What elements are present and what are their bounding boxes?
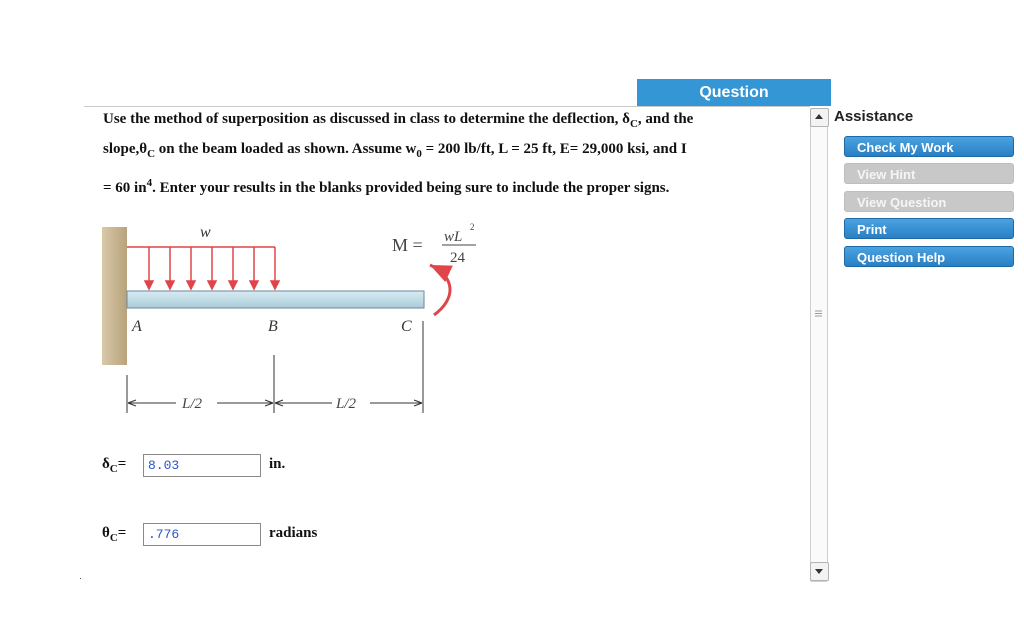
question-tab[interactable]: Question	[637, 79, 831, 106]
scrollbar-track[interactable]	[810, 108, 828, 582]
moment-denominator: 24	[450, 250, 465, 266]
scroll-down-button[interactable]	[810, 562, 829, 581]
slope-label	[102, 525, 126, 544]
deflection-label	[102, 456, 126, 475]
question-divider	[84, 106, 810, 107]
moment-exponent: 2	[470, 222, 475, 232]
slope-unit: radians	[269, 525, 318, 541]
moment-arrow	[430, 265, 450, 315]
deflection-symbol: δ	[102, 456, 110, 472]
load-label: w	[200, 224, 211, 241]
point-b-label: B	[268, 318, 278, 335]
print-button[interactable]: Print	[844, 218, 1014, 239]
page-dot	[80, 578, 81, 579]
dim-left-label: L/2	[182, 396, 203, 412]
dim-right-label: L/2	[336, 396, 357, 412]
q-text: Use the method of superposition as discussed in class to determine the deflection, δ	[103, 111, 630, 127]
q-text: , and the	[637, 111, 694, 127]
q-text: = 60 in	[103, 180, 147, 196]
question-line-1	[103, 111, 803, 130]
beam-diagram	[96, 217, 476, 417]
deflection-unit: in.	[269, 456, 286, 472]
scroll-grip-icon	[815, 310, 822, 317]
distributed-load	[127, 247, 279, 289]
deflection-sub: C	[109, 463, 118, 475]
q-sub: C	[147, 148, 156, 160]
scroll-up-button[interactable]	[810, 108, 829, 127]
fixed-support-wall	[102, 227, 127, 365]
question-line-2	[103, 141, 803, 160]
q-sub: C	[629, 118, 638, 130]
assistance-title: Assistance	[834, 108, 914, 125]
question-scrollbar[interactable]	[810, 108, 828, 580]
question-help-button[interactable]: Question Help	[844, 246, 1014, 267]
point-c-label: C	[401, 318, 412, 335]
view-question-button[interactable]: View Question	[844, 191, 1014, 212]
assistance-panel	[834, 108, 1014, 265]
deflection-eq: =	[117, 456, 127, 472]
q-text: . Enter your results in the blanks provided being sure to include the proper signs.	[152, 180, 670, 196]
slope-input[interactable]: .776	[143, 523, 261, 546]
check-my-work-button[interactable]: Check My Work	[844, 136, 1014, 157]
moment-numerator: wL	[444, 229, 463, 245]
question-line-3	[103, 177, 803, 197]
slope-sub: C	[109, 532, 118, 544]
q-text: = 200 lb/ft, L = 25 ft, E= 29,000 ksi, and I	[421, 141, 687, 157]
arrow-down-icon	[815, 569, 823, 574]
q-sub: 0	[416, 148, 422, 160]
deflection-input[interactable]: 8.03	[143, 454, 261, 477]
q-text: slope,θ	[103, 141, 148, 157]
q-text: on the beam loaded as shown. Assume w	[155, 141, 417, 157]
view-hint-button[interactable]: View Hint	[844, 163, 1014, 184]
beam	[127, 291, 424, 308]
q-sup: 4	[146, 177, 153, 189]
slope-eq: =	[117, 525, 127, 541]
point-a-label: A	[132, 318, 142, 335]
moment-prefix: M =	[392, 235, 423, 255]
arrow-up-icon	[815, 114, 823, 119]
slope-symbol: θ	[102, 525, 110, 541]
